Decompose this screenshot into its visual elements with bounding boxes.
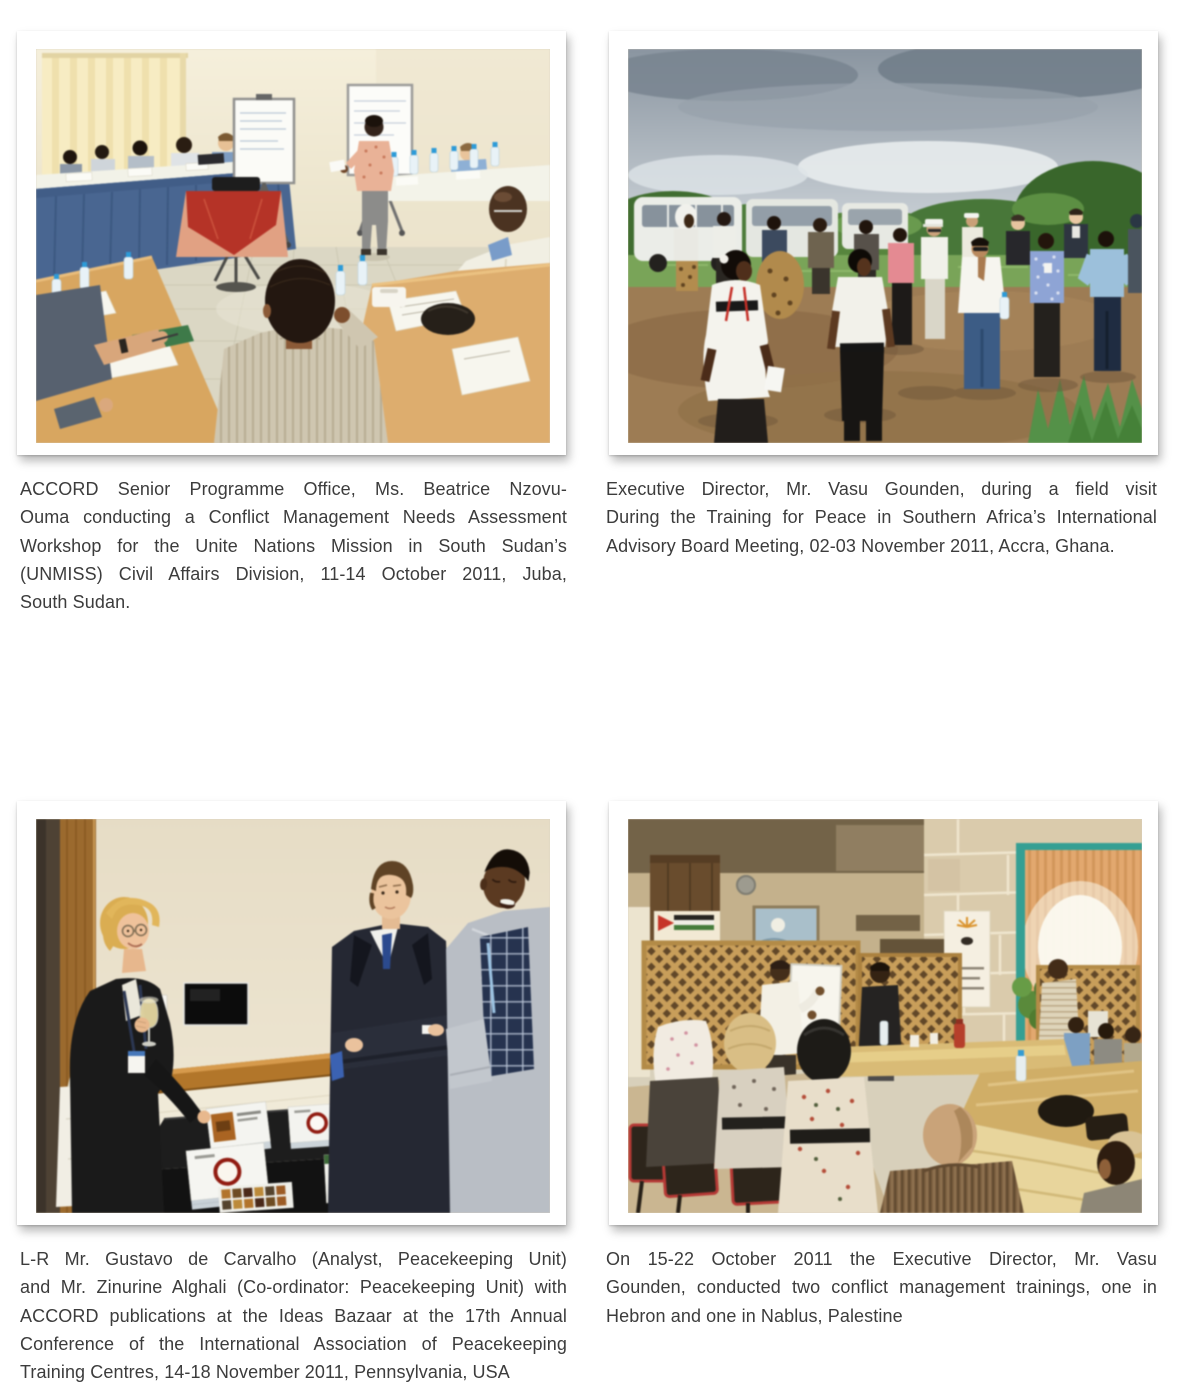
figure-ideas-bazaar bbox=[17, 801, 566, 1382]
caption-line: Advisory Board Meeting, 02-03 November 2011, Accra, Ghana. bbox=[606, 535, 1115, 556]
caption-line: Conference of the International Association of Peacekeeping bbox=[20, 1333, 567, 1354]
caption-line: Workshop for the Unite Nations Mission in South Sudan’s bbox=[20, 535, 567, 556]
photo-ideas-bazaar bbox=[36, 819, 550, 1213]
caption-line: During the Training for Peace in Southern Africa’s International bbox=[606, 507, 1157, 528]
photo-caption bbox=[20, 1245, 567, 1382]
caption-line: and Mr. Zinurine Alghali (Co-ordinator: Peacekeeping Unit) with bbox=[20, 1277, 567, 1298]
figure-field-visit-accra bbox=[606, 31, 1158, 560]
caption-line: Executive Director, Mr. Vasu Gounden, during a field visit bbox=[606, 479, 1157, 499]
photo-frame bbox=[609, 801, 1158, 1225]
caption-line: South Sudan. bbox=[20, 592, 131, 613]
caption-line: ACCORD publications at the Ideas Bazaar at the 17th Annual bbox=[20, 1305, 567, 1326]
photo-caption bbox=[606, 475, 1157, 560]
figure-training-palestine bbox=[606, 801, 1158, 1330]
photo-caption bbox=[606, 1245, 1157, 1330]
photo-field-visit-accra bbox=[628, 49, 1142, 443]
caption-line: Gounden, conducted two conflict management trainings, one in bbox=[606, 1277, 1157, 1298]
figure-workshop-juba bbox=[17, 31, 566, 616]
photo-frame bbox=[17, 801, 566, 1225]
caption-line: ACCORD Senior Programme Office, Ms. Beatrice Nzovu- bbox=[20, 479, 567, 499]
caption-line: (UNMISS) Civil Affairs Division, 11-14 October 2011, Juba, bbox=[20, 563, 567, 584]
photo-caption bbox=[20, 475, 567, 616]
caption-line: Ouma conducting a Conflict Management Needs Assessment bbox=[20, 507, 567, 528]
caption-line: Hebron and one in Nablus, Palestine bbox=[606, 1305, 903, 1326]
photo-frame bbox=[609, 31, 1158, 455]
caption-line: On 15-22 October 2011 the Executive Director, Mr. Vasu bbox=[606, 1249, 1157, 1269]
caption-line: L-R Mr. Gustavo de Carvalho (Analyst, Peacekeeping Unit) bbox=[20, 1249, 567, 1269]
photo-frame bbox=[17, 31, 566, 455]
photo-training-palestine bbox=[628, 819, 1142, 1213]
caption-line: Training Centres, 14-18 November 2011, Pennsylvania, USA bbox=[20, 1362, 510, 1382]
photo-workshop-juba bbox=[36, 49, 550, 443]
